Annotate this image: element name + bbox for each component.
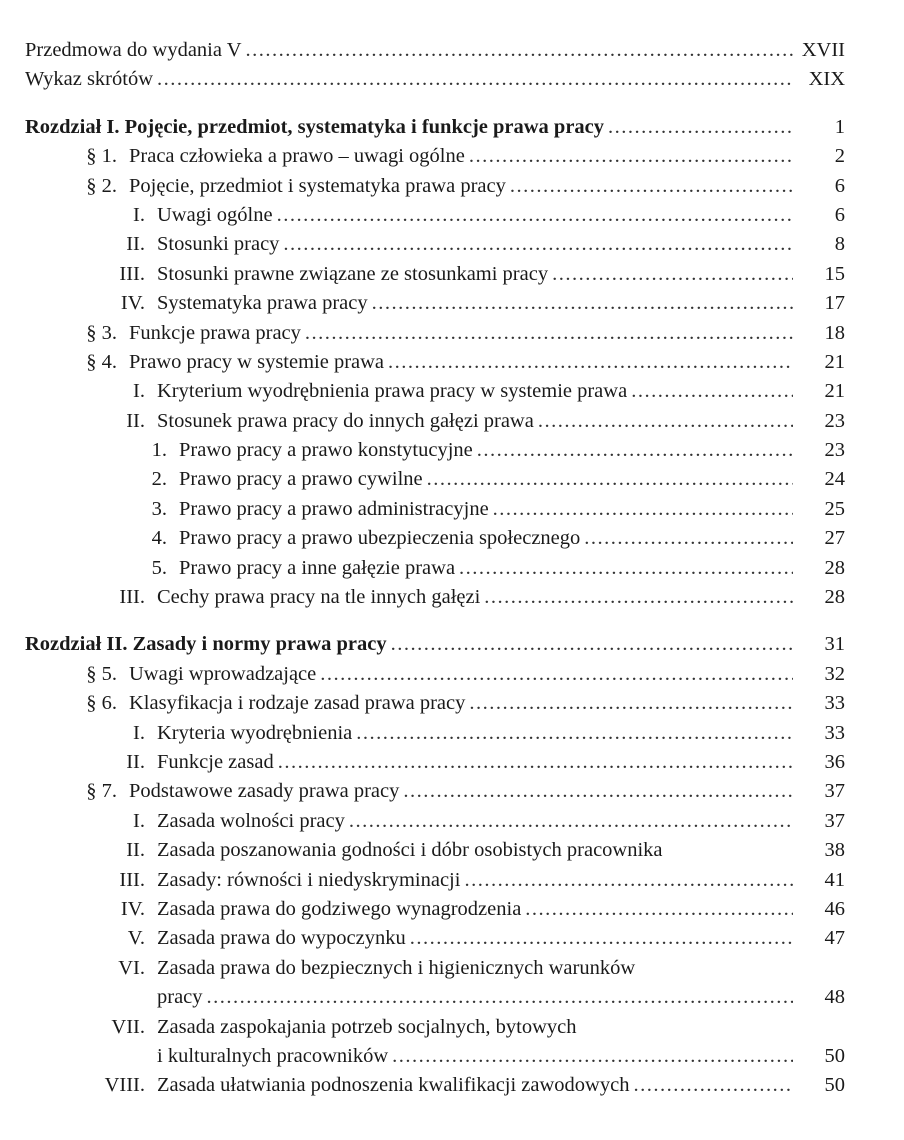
toc-entry[interactable]: [25, 836, 845, 865]
toc-entry-number: III.: [119, 586, 145, 609]
toc-chapter-entry[interactable]: [25, 630, 845, 659]
toc-page-number: 50: [824, 1044, 845, 1067]
toc-entry[interactable]: [25, 895, 845, 924]
dot-leader: [246, 36, 793, 65]
dot-leader: [277, 201, 793, 230]
toc-entry-title: Funkcje zasad: [157, 750, 274, 773]
toc-entry-number: I.: [133, 809, 145, 832]
toc-entry-number: IV.: [120, 292, 145, 315]
toc-page-number: XVII: [801, 39, 845, 61]
toc-entry-number: VI.: [118, 956, 145, 979]
toc-entry-number: V.: [127, 927, 145, 950]
toc-entry-title: Zasada wolności pracy: [157, 809, 345, 832]
toc-entry-number: § 4.: [86, 350, 117, 373]
toc-entry[interactable]: [25, 377, 845, 406]
toc-entry-title: Pojęcie, przedmiot i systematyka prawa pracy: [129, 174, 506, 197]
toc-entry[interactable]: [25, 172, 845, 201]
dot-leader: [525, 895, 793, 924]
toc-entry[interactable]: [25, 65, 845, 94]
dot-leader: [484, 583, 793, 612]
dot-leader: [477, 436, 793, 465]
toc-entry-number: II.: [126, 233, 145, 256]
dot-leader: [356, 719, 793, 748]
toc-entry[interactable]: [25, 289, 845, 318]
toc-entry-title: Prawo pracy w systemie prawa: [129, 350, 385, 373]
toc-entry-number: I.: [133, 721, 145, 744]
toc-entry-title: Uwagi ogólne: [157, 203, 273, 226]
toc-entry[interactable]: [25, 689, 845, 718]
toc-entry-number: § 5.: [86, 662, 117, 685]
dot-leader: [320, 660, 793, 689]
toc-entry-title: Zasada prawa do bezpiecznych i higienicznych warunków: [157, 956, 636, 979]
toc-page-number: 1: [834, 115, 845, 138]
toc-entry[interactable]: [25, 260, 845, 289]
toc-entry-title: Zasada prawa do wypoczynku: [157, 927, 406, 950]
toc-entry-title: Rozdział I. Pojęcie, przedmiot, systematyka i funkcje prawa pracy: [25, 115, 605, 138]
dot-leader: [388, 348, 793, 377]
dot-leader: [403, 777, 793, 806]
toc-entry[interactable]: [25, 748, 845, 777]
toc-entry[interactable]: [25, 807, 845, 836]
toc-entry-title: Zasady: równości i niedyskryminacji: [157, 868, 461, 891]
toc-page-number: XIX: [808, 68, 845, 91]
dot-leader: [372, 289, 793, 318]
toc-entry[interactable]: [25, 230, 845, 259]
toc-entry-title: Cechy prawa pracy na tle innych gałęzi: [157, 586, 481, 609]
toc-entry-number: VII.: [111, 1015, 145, 1038]
dot-leader: [538, 407, 793, 436]
toc-chapter-entry[interactable]: [25, 113, 845, 142]
dot-leader: [631, 377, 793, 406]
toc-entry-title: Przedmowa do wydania V: [25, 39, 242, 61]
toc-entry-number: 2.: [151, 468, 167, 491]
dot-leader: [305, 319, 793, 348]
toc-entry-title: Kryteria wyodrębnienia: [157, 721, 353, 744]
toc-entry-number: § 3.: [86, 321, 117, 344]
dot-leader: [410, 924, 793, 953]
toc-entry-number: II.: [126, 409, 145, 432]
toc-entry-title: Zasada zaspokajania potrzeb socjalnych, bytowych: [157, 1015, 577, 1038]
toc-page-number: 21: [824, 380, 845, 403]
toc-entry[interactable]: [25, 583, 845, 612]
toc-entry-number: 3.: [151, 497, 167, 520]
toc-entry-title: Klasyfikacja i rodzaje zasad prawa pracy: [129, 692, 466, 715]
toc-entry-number: I.: [133, 203, 145, 226]
toc-entry-title: Prawo pracy a prawo ubezpieczenia społecznego: [179, 527, 581, 550]
toc-entry[interactable]: [25, 866, 845, 895]
toc-entry-number: 4.: [151, 527, 167, 550]
toc-entry-title: Systematyka prawa pracy: [157, 292, 368, 315]
toc-entry[interactable]: [25, 142, 845, 171]
toc-entry-title-continued: i kulturalnych pracowników: [157, 1044, 389, 1067]
toc-page-number: 21: [824, 350, 845, 373]
toc-entry-title: Zasada poszanowania godności i dóbr osobistych pracownika: [157, 839, 663, 862]
toc-entry-number: § 1.: [86, 145, 117, 168]
dot-leader: [349, 807, 793, 836]
dot-leader: [283, 230, 793, 259]
toc-page-number: 47: [824, 927, 845, 950]
toc-entry-title: Uwagi wprowadzające: [129, 662, 317, 685]
toc-entry[interactable]: [25, 554, 845, 583]
toc-page-number: 32: [824, 662, 845, 685]
toc-entry-title: Rozdział II. Zasady i normy prawa pracy: [25, 633, 387, 656]
toc-page-number: 37: [824, 809, 845, 832]
toc-entry-title-continued: pracy: [157, 986, 203, 1009]
toc-page-number: 15: [824, 262, 845, 285]
toc-entry-number: § 7.: [86, 780, 117, 803]
toc-entry[interactable]: [25, 348, 845, 377]
toc-entry-title: Stosunek prawa pracy do innych gałęzi prawa: [157, 409, 534, 432]
toc-page-number: 18: [824, 321, 845, 344]
toc-entry-title: Stosunki prawne związane ze stosunkami pracy: [157, 262, 549, 285]
dot-leader: [427, 465, 793, 494]
dot-leader: [633, 1071, 793, 1100]
toc-page-number: 17: [824, 292, 845, 315]
dot-leader: [157, 65, 793, 94]
dot-leader: [493, 495, 793, 524]
toc-entry-number: IV.: [120, 897, 145, 920]
toc-entry-title: Prawo pracy a prawo konstytucyjne: [179, 439, 473, 462]
toc-page-number: 28: [824, 556, 845, 579]
toc-entry-number: III.: [119, 868, 145, 891]
toc-entry[interactable]: [25, 436, 845, 465]
dot-leader: [464, 866, 793, 895]
toc-entry-number: VIII.: [104, 1074, 145, 1097]
toc-page-number: 48: [824, 986, 845, 1009]
toc-page-number: 6: [834, 174, 845, 197]
dot-leader: [278, 748, 793, 777]
dot-leader: [469, 142, 793, 171]
toc-entry[interactable]: [25, 407, 845, 436]
toc-entry-number: § 2.: [86, 174, 117, 197]
toc-entry[interactable]: [25, 465, 845, 494]
toc-entry[interactable]: [25, 1013, 845, 1072]
toc-entry[interactable]: [25, 495, 845, 524]
dot-leader: [207, 983, 793, 1012]
toc-page-number: 23: [824, 439, 845, 462]
toc-page-number: 31: [824, 633, 845, 656]
toc-entry[interactable]: [25, 1071, 845, 1100]
toc-page-number: 27: [824, 527, 845, 550]
toc-page-number: 28: [824, 586, 845, 609]
toc-entry[interactable]: [25, 524, 845, 553]
toc-entry[interactable]: [25, 319, 845, 348]
toc-page-number: 23: [824, 409, 845, 432]
toc-entry-title: Prawo pracy a prawo administracyjne: [179, 497, 489, 520]
dot-leader: [552, 260, 793, 289]
toc-page-number: 37: [824, 780, 845, 803]
toc-entry-number: 1.: [151, 439, 167, 462]
toc-entry-number: 5.: [151, 556, 167, 579]
toc-entry-title: Zasada ułatwiania podnoszenia kwalifikacji zawodowych: [157, 1074, 630, 1097]
toc-entry[interactable]: [25, 719, 845, 748]
table-of-contents: [25, 36, 845, 1101]
toc-page-number: 25: [824, 497, 845, 520]
dot-leader: [608, 113, 793, 142]
toc-entry[interactable]: [25, 36, 845, 65]
toc-entry[interactable]: [25, 201, 845, 230]
toc-entry-number: II.: [126, 839, 145, 862]
toc-page-number: 46: [824, 897, 845, 920]
toc-entry-title: Funkcje prawa pracy: [129, 321, 301, 344]
toc-entry-title: Stosunki pracy: [157, 233, 280, 256]
toc-entry[interactable]: [25, 777, 845, 806]
toc-entry-title: Praca człowieka a prawo – uwagi ogólne: [129, 145, 465, 168]
toc-page-number: 8: [834, 233, 845, 256]
toc-entry-number: III.: [119, 262, 145, 285]
toc-page-number: 24: [824, 468, 845, 491]
toc-entry-title: Prawo pracy a prawo cywilne: [179, 468, 423, 491]
toc-page-number: 6: [834, 203, 845, 226]
toc-page-number: 36: [824, 750, 845, 773]
toc-entry-title: Prawo pracy a inne gałęzie prawa: [179, 556, 456, 579]
toc-entry-number: § 6.: [86, 692, 117, 715]
dot-leader: [469, 689, 793, 718]
toc-entry-title: Podstawowe zasady prawa pracy: [129, 780, 400, 803]
toc-page-number: 2: [834, 145, 845, 168]
toc-page-number: 33: [824, 692, 845, 715]
dot-leader: [391, 630, 793, 659]
toc-entry[interactable]: [25, 660, 845, 689]
toc-entry-number: II.: [126, 750, 145, 773]
toc-entry-title: Wykaz skrótów: [25, 68, 153, 91]
toc-entry-number: I.: [133, 380, 145, 403]
dot-leader: [459, 554, 793, 583]
dot-leader: [584, 524, 793, 553]
toc-page-number: 38: [824, 839, 845, 862]
toc-page-number: 41: [824, 868, 845, 891]
dot-leader: [510, 172, 793, 201]
toc-entry[interactable]: [25, 924, 845, 953]
toc-page-number: 50: [824, 1074, 845, 1097]
toc-entry[interactable]: [25, 954, 845, 1013]
dot-leader: [392, 1042, 793, 1071]
toc-page-number: 33: [824, 721, 845, 744]
toc-entry-title: Kryterium wyodrębnienia prawa pracy w systemie prawa: [157, 380, 628, 403]
toc-entry-title: Zasada prawa do godziwego wynagrodzenia: [157, 897, 522, 920]
